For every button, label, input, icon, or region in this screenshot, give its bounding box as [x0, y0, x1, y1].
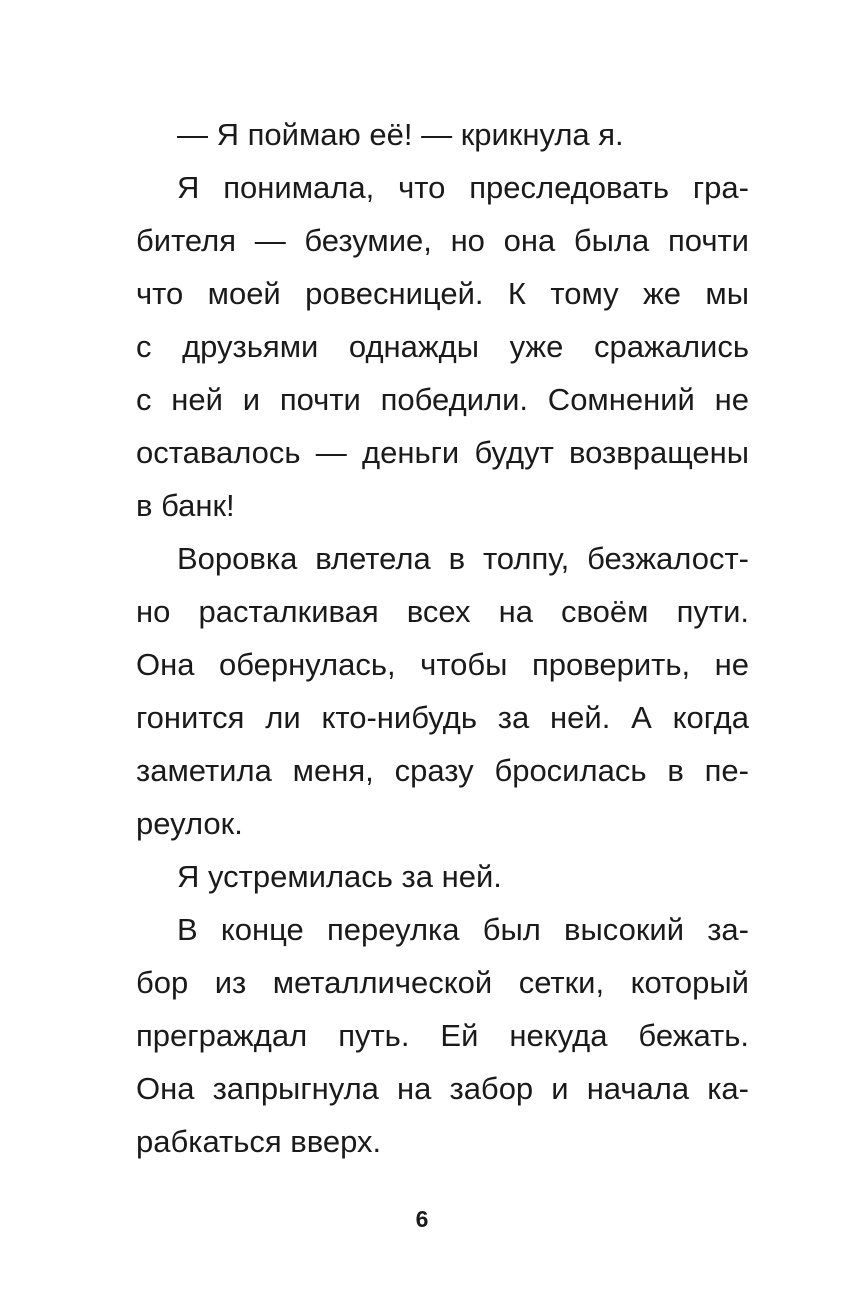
paragraph	[136, 903, 749, 1168]
text-line: рабкаться вверх.	[136, 1124, 382, 1159]
paragraph	[136, 532, 749, 850]
text-line: Я устремилась за ней.	[177, 859, 502, 894]
body-text	[136, 108, 749, 1168]
text-line: оставалось — деньги будут возвращены	[136, 435, 749, 470]
text-line: реулок.	[136, 806, 243, 841]
paragraph	[136, 850, 749, 903]
text-line: но расталкивая всех на своём пути.	[136, 594, 749, 629]
text-line: бор из металлической сетки, который	[136, 965, 749, 1000]
text-line: преграждал путь. Ей некуда бежать.	[136, 1018, 749, 1053]
text-line: Воровка влетела в толпу, безжалост-	[177, 541, 749, 576]
text-line: Я понимала, что преследовать гра-	[177, 170, 749, 205]
text-line: с ней и почти победили. Сомнений не	[136, 382, 749, 417]
text-line: заметила меня, сразу бросилась в пе-	[136, 753, 749, 788]
text-line: Она запрыгнула на забор и начала ка-	[136, 1071, 749, 1106]
text-line: — Я поймаю её! — крикнула я.	[177, 117, 624, 152]
text-line: В конце переулка был высокий за-	[177, 912, 749, 947]
paragraph	[136, 161, 749, 532]
text-line: в банк!	[136, 488, 235, 523]
page-number: 6	[415, 1206, 429, 1232]
text-line: гонится ли кто-нибудь за ней. А когда	[136, 700, 749, 735]
paragraph	[136, 108, 749, 161]
text-line: Она обернулась, чтобы проверить, не	[136, 647, 749, 682]
text-line: бителя — безумие, но она была почти	[136, 223, 749, 258]
text-line: с друзьями однажды уже сражались	[136, 329, 749, 364]
text-line: что моей ровесницей. К тому же мы	[136, 276, 749, 311]
